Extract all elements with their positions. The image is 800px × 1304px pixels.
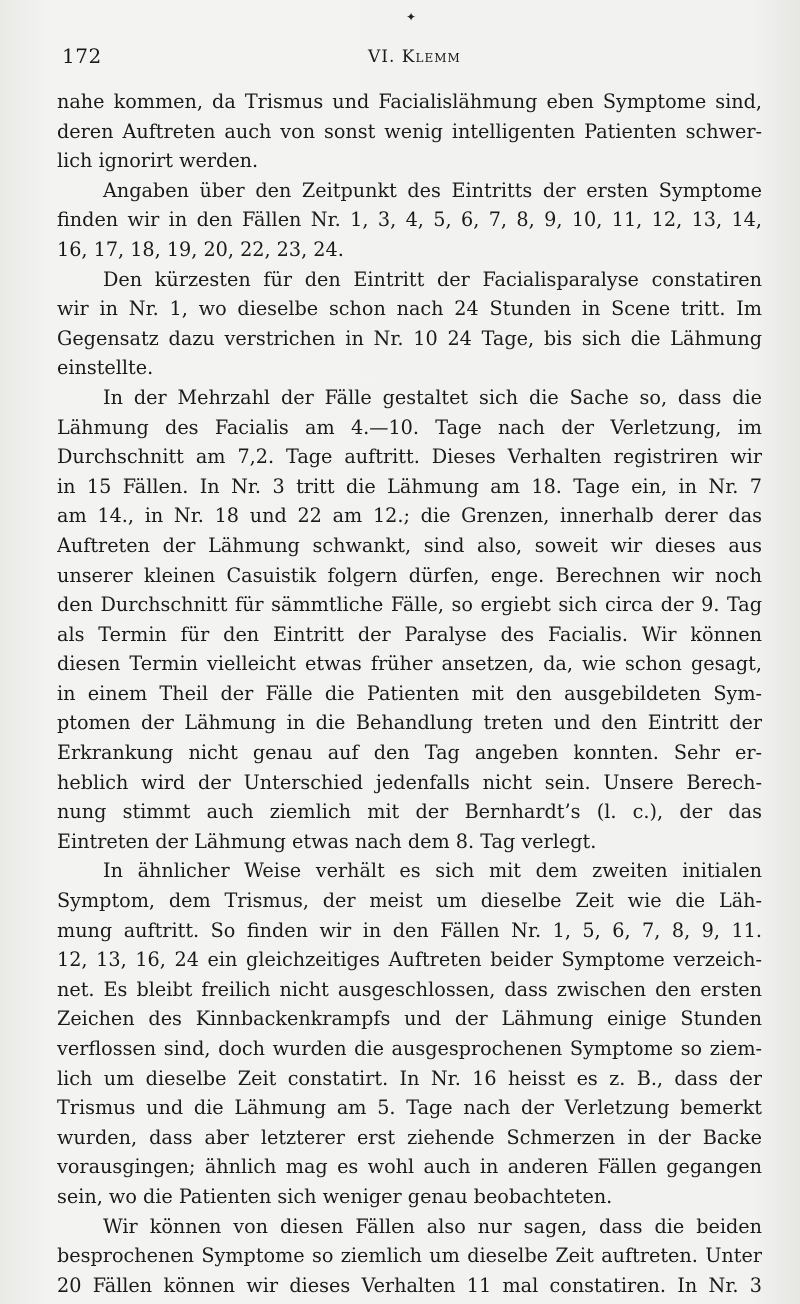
text-line: Lähmung des Facialis am 4.—10. Tage nach der Verletzung, im: [57, 415, 762, 439]
text-line: den Durchschnitt für sämmtliche Fälle, so ergiebt sich circa der 9. Tag: [57, 593, 762, 617]
text-line: Erkrankung nicht genau auf den Tag angeben konnten. Sehr er-: [57, 741, 762, 765]
text-line: wir in Nr. 1, wo dieselbe schon nach 24 Stunden in Scene tritt. Im: [57, 297, 762, 321]
text-line: Durchschnitt am 7,2. Tage auftritt. Dieses Verhalten registriren wir: [57, 445, 762, 469]
text-line: Wir können von diesen Fällen also nur sagen, dass die beiden: [103, 1214, 762, 1238]
text-line: lich um dieselbe Zeit constatirt. In Nr. 16 heisst es z. B., dass der: [57, 1066, 762, 1090]
text-line: Gegensatz dazu verstrichen in Nr. 10 24 Tage, bis sich die Lähmung: [57, 326, 762, 350]
text-line: Angaben über den Zeitpunkt des Eintritts der ersten Symptome: [103, 178, 762, 202]
text-line: In ähnlicher Weise verhält es sich mit dem zweiten initialen: [103, 859, 762, 883]
text-line: ptomen der Lähmung in die Behandlung treten und den Eintritt der: [57, 711, 762, 735]
text-line: net. Es bleibt freilich nicht ausgeschlossen, dass zwischen den ersten: [57, 977, 762, 1001]
text-line: finden wir in den Fällen Nr. 1, 3, 4, 5, 6, 7, 8, 9, 10, 11, 12, 13, 14,: [57, 208, 762, 232]
text-line: am 14., in Nr. 18 und 22 am 12.; die Grenzen, innerhalb derer das: [57, 504, 762, 528]
text-line: in 15 Fällen. In Nr. 3 tritt die Lähmung am 18. Tage ein, in Nr. 7: [57, 474, 762, 498]
text-line: In der Mehrzahl der Fälle gestaltet sich die Sache so, dass die: [103, 385, 762, 409]
text-line: Trismus und die Lähmung am 5. Tage nach der Verletzung bemerkt: [57, 1096, 762, 1120]
text-line: verflossen sind, doch wurden die ausgesprochenen Symptome so ziem-: [57, 1037, 762, 1060]
text-line: besprochenen Symptome so ziemlich um dieselbe Zeit auftreten. Unter: [57, 1244, 762, 1268]
text-line: Eintreten der Lähmung etwas nach dem 8. Tag verlegt.: [57, 829, 597, 853]
text-line: als Termin für den Eintritt der Paralyse des Facialis. Wir können: [57, 622, 762, 646]
text-line: wurden, dass aber letzterer erst ziehende Schmerzen in der Backe: [57, 1125, 762, 1149]
text-line: unserer kleinen Casuistik folgern dürfen, enge. Berechnen wir noch: [57, 563, 762, 587]
text-line: lich ignorirt werden.: [57, 149, 259, 173]
text-line: Auftreten der Lähmung schwankt, sind also, soweit wir dieses aus: [57, 533, 762, 557]
text-line: sein, wo die Patienten sich weniger genau beobachteten.: [57, 1184, 613, 1208]
text-line: mung auftritt. So finden wir in den Fällen Nr. 1, 5, 6, 7, 8, 9, 11.: [57, 918, 762, 942]
text-line: einstellte.: [57, 356, 154, 380]
text-line: nahe kommen, da Trismus und Facialislähmung eben Symptome sind,: [57, 90, 762, 113]
text-line: 20 Fällen können wir dieses Verhalten 11 mal constatiren. In Nr. 3: [57, 1273, 762, 1297]
text-line: in einem Theil der Fälle die Patienten mit den ausgebildeten Sym-: [57, 681, 762, 705]
text-line: 12, 13, 16, 24 ein gleichzeitiges Auftreten beider Symptome verzeich-: [57, 948, 762, 972]
text-line: 16, 17, 18, 19, 20, 22, 23, 24.: [57, 237, 344, 261]
text-line: Den kürzesten für den Eintritt der Facialisparalyse constatiren: [103, 267, 762, 291]
text-line: Symptom, dem Trismus, der meist um dieselbe Zeit wie die Läh-: [57, 889, 762, 913]
text-line: vorausgingen; ähnlich mag es wohl auch in anderen Fällen gegangen: [57, 1155, 762, 1179]
page-header: [58, 44, 758, 72]
body-text: [57, 87, 762, 1300]
text-line: heblich wird der Unterschied jedenfalls nicht sein. Unsere Berech-: [57, 770, 762, 794]
page-number: 172: [62, 44, 102, 68]
running-head: VI. Klemm: [368, 47, 461, 67]
text-line: deren Auftreten auch von sonst wenig intelligenten Patienten schwer-: [57, 119, 762, 143]
text-line: diesen Termin vielleicht etwas früher ansetzen, da, wie schon gesagt,: [57, 652, 762, 676]
text-line: nung stimmt auch ziemlich mit der Bernhardt’s (l. c.), der das: [57, 800, 762, 824]
text-line: Zeichen des Kinnbackenkrampfs und der Lähmung einige Stunden: [57, 1007, 762, 1031]
print-mark: ✦: [406, 10, 417, 24]
